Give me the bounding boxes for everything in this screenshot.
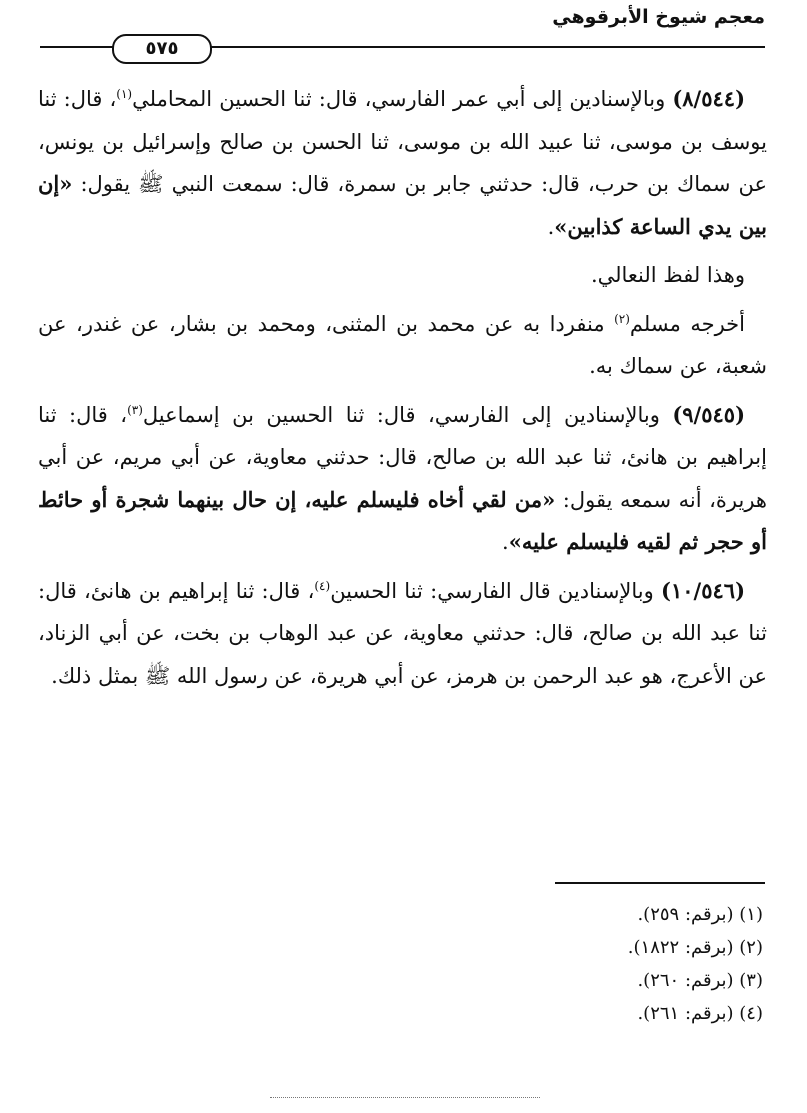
bottom-dotted-rule bbox=[270, 1097, 540, 1098]
footnote-ref: (٢) bbox=[614, 311, 630, 326]
footnote-ref: (٤) bbox=[314, 578, 331, 593]
hadith-entry-546 bbox=[38, 570, 767, 698]
hadith-matn: «إن بين يدي الساعة كذابين» bbox=[38, 171, 767, 239]
footnotes bbox=[300, 898, 763, 1030]
note-paragraph bbox=[38, 254, 767, 297]
entry-number: (٩/٥٤٥) bbox=[672, 401, 745, 427]
footnote-separator bbox=[555, 882, 765, 884]
note-text: أخرجه مسلم bbox=[629, 311, 745, 336]
entry-number: (١٠/٥٤٦) bbox=[661, 577, 745, 603]
footnote: (٣) (برقم: ٢٦٠). bbox=[637, 970, 763, 991]
hadith-entry-544 bbox=[38, 78, 767, 248]
main-text bbox=[38, 78, 767, 703]
entry-text: وبالإسنادين إلى الفارسي، قال: ثنا الحسين بن إسماعيل bbox=[142, 402, 673, 427]
entry-text: . bbox=[502, 530, 509, 554]
note-text: منفردا به عن محمد بن المثنى، ومحمد بن بشار، عن غندر، عن شعبة، عن سماك به. bbox=[38, 311, 767, 378]
entry-text: وبالإسنادين قال الفارسي: ثنا الحسين bbox=[330, 578, 662, 603]
entry-text: وبالإسنادين إلى أبي عمر الفارسي، قال: ثنا الحسين المحاملي bbox=[132, 87, 673, 111]
footnote: (١) (برقم: ٢٥٩). bbox=[637, 904, 763, 925]
hadith-matn: «من لقي أخاه فليسلم عليه، إن حال بينهما شجرة أو حائط أو حجر ثم لقيه فليسلم عليه» bbox=[38, 486, 767, 554]
page-number: ٥٧٥ bbox=[112, 34, 212, 64]
note-text: وهذا لفظ النعالي. bbox=[590, 263, 745, 287]
entry-text: ، قال: ثنا إبراهيم بن هانئ، قال: ثنا عبد الله بن صالح، قال: حدثني معاوية، عن عبد الوهاب بن بخت، عن أبي الزناد، عن الأعرج، هو عبد الرحمن بن هرمز، عن أبي هريرة، عن رسول الله ﷺ بمثل ذلك. bbox=[38, 578, 767, 688]
entry-text: ، قال: ثنا إبراهيم بن هانئ، ثنا عبد الله بن صالح، قال: حدثني معاوية، عن أبي مريم، عن أبي هريرة، أنه سمعه يقول: bbox=[38, 402, 767, 512]
entry-text: ، قال: ثنا يوسف بن موسى، ثنا عبيد الله بن موسى، ثنا الحسن بن صالح وإسرائيل بن يونس، عن سماك بن حرب، قال: حدثني جابر بن سمرة، قال: سمعت النبي ﷺ يقول: bbox=[38, 87, 767, 196]
footnote: (٢) (برقم: ١٨٢٢). bbox=[627, 937, 763, 958]
hadith-entry-545 bbox=[38, 394, 767, 564]
page-header bbox=[40, 6, 765, 58]
running-title: معجم شيوخ الأبرقوهي bbox=[552, 6, 765, 28]
takhrij-paragraph bbox=[38, 303, 767, 388]
footnote: (٤) (برقم: ٢٦١). bbox=[637, 1003, 763, 1024]
footnote-ref: (٣) bbox=[127, 402, 143, 417]
footnote-ref: (١) bbox=[116, 87, 133, 101]
entry-text: . bbox=[547, 214, 555, 239]
entry-number: (٨/٥٤٤) bbox=[672, 86, 745, 111]
